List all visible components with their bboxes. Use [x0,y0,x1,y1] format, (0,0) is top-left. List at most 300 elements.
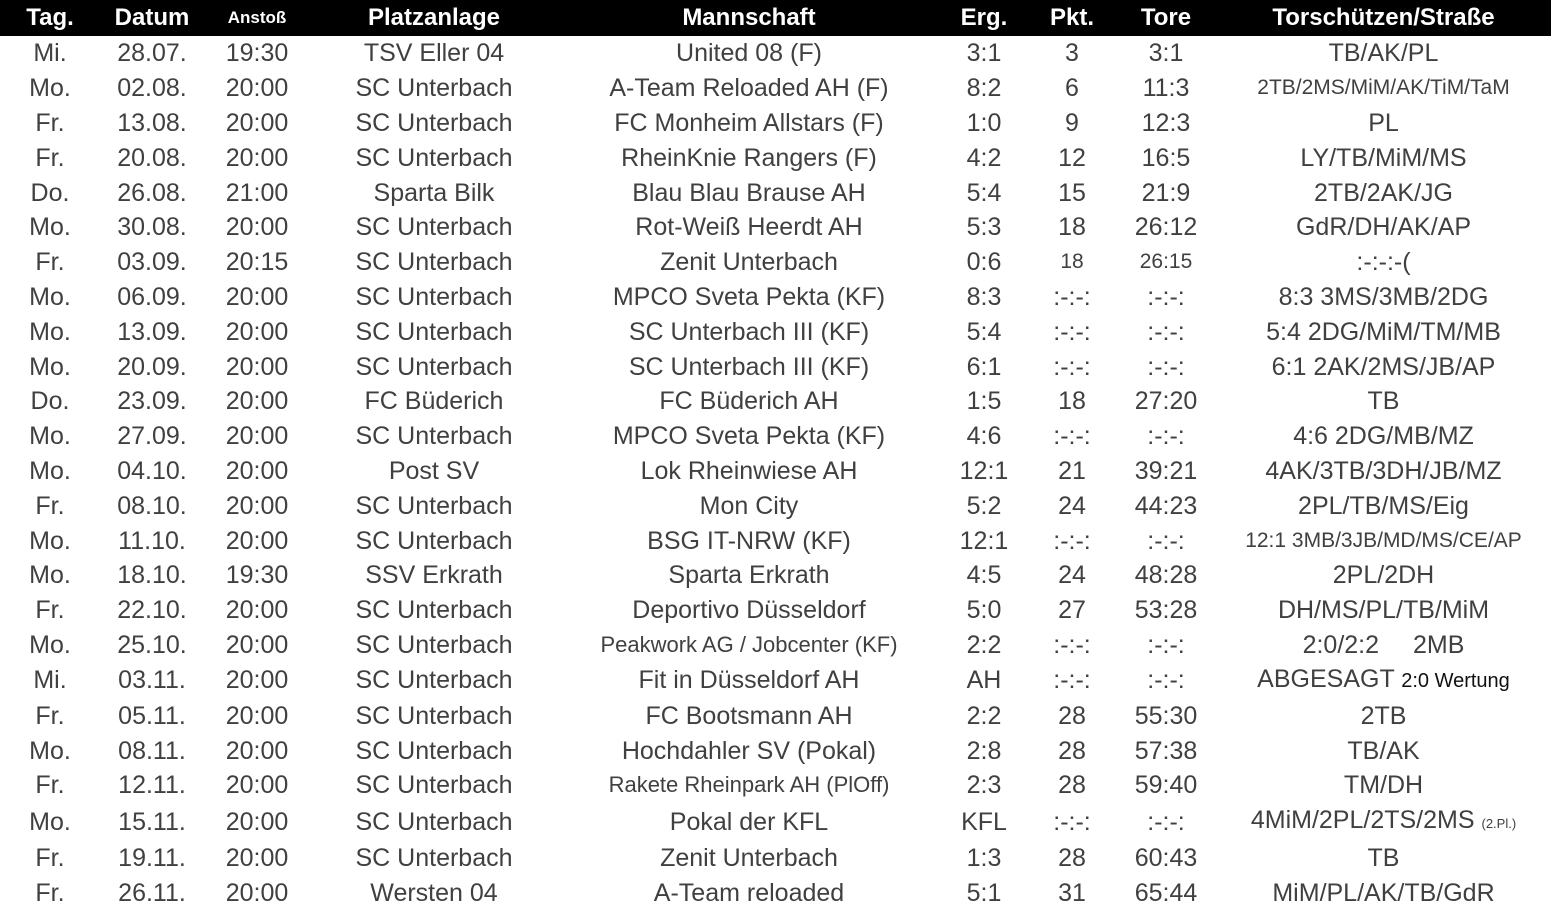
cell-tag-text: Mo. [29,736,71,765]
cell-platzanlage-text: Post SV [388,456,480,485]
cell-anstoss [204,210,310,245]
cell-anstoss [204,523,310,558]
cell-ergebnis-text: 5:3 [966,213,1002,242]
cell-tore-text: :-:-: [1147,317,1185,346]
scorers-extra-text: 2MB [1413,630,1465,659]
cell-datum [100,628,204,663]
cell-ergebnis-text: 2:8 [966,736,1002,765]
cell-tag-text: Mo. [29,74,71,103]
cell-anstoss [204,768,310,803]
table-row [0,733,1551,768]
cell-ergebnis-text: 5:1 [966,878,1002,907]
cell-platzanlage-text: Sparta Bilk [373,178,495,207]
cell-ergebnis [940,140,1028,175]
cell-tore-text: :-:-: [1147,526,1185,555]
cell-torschuetzen-text: ABGESAGT [1257,665,1395,694]
cell-torschuetzen [1216,876,1551,910]
cell-torschuetzen-text: 4AK/3TB/3DH/JB/MZ [1265,456,1502,485]
cell-ergebnis [940,245,1028,280]
cell-mannschaft [558,876,940,910]
cell-anstoss [204,698,310,733]
cell-mannschaft [558,419,940,454]
cell-tore-text: 59:40 [1134,771,1198,800]
cell-mannschaft [558,280,940,315]
cell-platzanlage-text: Wersten 04 [370,878,498,907]
cell-punkte-text: 12 [1058,143,1086,172]
cell-torschuetzen-text: GdR/DH/AK/AP [1295,213,1472,242]
cell-datum-text: 27.09. [117,422,187,451]
cell-tore [1116,698,1216,733]
header-ergebnis: Erg. [960,4,1008,31]
cell-tore [1116,488,1216,523]
cell-torschuetzen [1216,175,1551,210]
cell-anstoss [204,71,310,106]
cell-tag [0,876,100,910]
cell-platzanlage [310,803,558,841]
cell-datum-text: 03.11. [118,666,186,695]
cell-datum-text: 04.10. [117,456,187,485]
cell-punkte [1028,662,1116,698]
cell-anstoss-text: 20:00 [225,630,289,659]
cell-tag-text: Mo. [29,456,71,485]
cell-tag [0,841,100,876]
cell-tore [1116,349,1216,384]
cell-anstoss-text: 20:00 [225,844,289,873]
cell-ergebnis-text: 3:1 [966,39,1002,68]
header-platzanlage: Platzanlage [367,4,501,31]
cell-datum-text: 28.07. [117,39,187,68]
cell-platzanlage-text: SC Unterbach [355,248,513,277]
cell-mannschaft [558,140,940,175]
cell-ergebnis-text: 6:1 [966,352,1002,381]
cell-anstoss-text: 20:00 [225,317,289,346]
cell-anstoss-text: 20:00 [225,736,289,765]
cell-torschuetzen-text: 8:3 3MS/3MB/2DG [1278,282,1489,311]
cell-tag-text: Fr. [35,771,65,800]
cell-tore-text: 44:23 [1134,491,1198,520]
cell-tag [0,803,100,841]
cell-datum-text: 18.10. [117,561,187,590]
cell-torschuetzen [1216,384,1551,419]
cell-mannschaft [558,841,940,876]
cell-punkte-text: 24 [1058,491,1086,520]
cell-torschuetzen-text: 12:1 3MB/3JB/MD/MS/CE/AP [1245,528,1522,552]
cell-anstoss [204,384,310,419]
cell-tag-text: Do. [30,387,70,416]
cell-platzanlage [310,488,558,523]
cell-ergebnis-text: 8:2 [966,74,1002,103]
cell-tag [0,175,100,210]
cell-punkte [1028,106,1116,141]
cell-datum [100,698,204,733]
cell-anstoss-text: 20:00 [225,807,289,836]
cell-tag-text: Fr. [35,878,65,907]
cell-tore [1116,106,1216,141]
cell-torschuetzen [1216,280,1551,315]
cell-datum-text: 08.11. [118,736,186,765]
cell-mannschaft-text: Zenit Unterbach [660,844,838,873]
cell-tore-text: 53:28 [1134,596,1198,625]
cell-tore [1116,523,1216,558]
cell-anstoss [204,175,310,210]
cell-anstoss [204,454,310,489]
cell-ergebnis-text: 5:2 [966,491,1002,520]
cell-mannschaft-text: RheinKnie Rangers (F) [621,143,877,172]
cell-tore [1116,245,1216,280]
cell-torschuetzen-text: LY/TB/MiM/MS [1300,143,1467,172]
cell-punkte-text: 28 [1058,844,1086,873]
cell-mannschaft [558,106,940,141]
cell-ergebnis [940,210,1028,245]
cell-tore-text: 3:1 [1148,39,1184,68]
cell-ergebnis [940,876,1028,910]
cell-punkte-text: 6 [1065,74,1079,103]
cell-ergebnis-text: 1:0 [966,108,1002,137]
cell-datum [100,488,204,523]
cell-anstoss-text: 20:00 [225,108,289,137]
cell-platzanlage [310,314,558,349]
cell-tag [0,628,100,663]
cell-punkte [1028,841,1116,876]
cell-datum [100,803,204,841]
cell-punkte-text: :-:-: [1053,422,1091,451]
table-row [0,314,1551,349]
cell-punkte [1028,876,1116,910]
cell-ergebnis [940,558,1028,593]
cell-mannschaft-text: Rot-Weiß Heerdt AH [635,213,863,242]
cell-tore-text: 12:3 [1141,108,1191,137]
cell-punkte [1028,558,1116,593]
cell-platzanlage [310,71,558,106]
cell-torschuetzen [1216,36,1551,71]
cell-tag-text: Mo. [29,282,71,311]
cell-ergebnis [940,175,1028,210]
cell-ergebnis [940,523,1028,558]
cell-ergebnis-text: 5:4 [966,317,1002,346]
table-row [0,384,1551,419]
cell-torschuetzen [1216,558,1551,593]
cell-platzanlage-text: SC Unterbach [355,317,513,346]
cell-punkte [1028,175,1116,210]
cell-tag [0,384,100,419]
cell-mannschaft [558,245,940,280]
cell-tore [1116,36,1216,71]
cell-ergebnis [940,419,1028,454]
cell-tore-text: 16:5 [1141,143,1191,172]
cell-anstoss-text: 20:00 [225,878,289,907]
cell-ergebnis [940,71,1028,106]
cell-platzanlage [310,175,558,210]
cell-torschuetzen-text: 6:1 2AK/2MS/JB/AP [1271,352,1496,381]
scorers-note-text: 2:0 Wertung [1401,670,1510,693]
header-tore: Tore [1140,4,1192,31]
cell-datum [100,140,204,175]
cell-tore [1116,280,1216,315]
cell-datum-text: 19.11. [118,844,186,873]
cell-mannschaft [558,175,940,210]
cell-datum [100,71,204,106]
cell-tag-text: Fr. [35,701,65,730]
cell-tag [0,558,100,593]
cell-mannschaft-text: FC Büderich AH [659,387,839,416]
cell-mannschaft-text: Fit in Düsseldorf AH [638,666,860,695]
cell-punkte-text: 21 [1058,456,1086,485]
cell-platzanlage [310,841,558,876]
cell-torschuetzen [1216,523,1551,558]
cell-tore [1116,384,1216,419]
cell-platzanlage [310,245,558,280]
cell-mannschaft-text: Pokal der KFL [669,807,829,836]
cell-tag [0,71,100,106]
cell-mannschaft-text: FC Monheim Allstars (F) [614,108,884,137]
cell-anstoss-text: 20:15 [225,248,289,277]
cell-anstoss [204,876,310,910]
cell-mannschaft-text: Hochdahler SV (Pokal) [621,736,877,765]
cell-platzanlage-text: SC Unterbach [355,108,513,137]
cell-tore [1116,628,1216,663]
cell-torschuetzen [1216,71,1551,106]
cell-datum [100,768,204,803]
cell-platzanlage-text: SC Unterbach [355,807,513,836]
cell-punkte-text: 9 [1065,108,1079,137]
cell-punkte [1028,698,1116,733]
cell-datum-text: 05.11. [118,701,186,730]
cell-tore-text: 11:3 [1142,74,1190,103]
cell-tag [0,280,100,315]
cell-platzanlage [310,349,558,384]
cell-punkte-text: 31 [1058,878,1086,907]
cell-ergebnis [940,314,1028,349]
cell-punkte-text: 28 [1058,701,1086,730]
table-row [0,210,1551,245]
cell-mannschaft-text: Rakete Rheinpark AH (PlOff) [608,772,890,798]
cell-datum [100,106,204,141]
cell-datum-text: 08.10. [117,491,187,520]
cell-platzanlage-text: TSV Eller 04 [363,39,505,68]
cell-mannschaft [558,314,940,349]
cell-punkte-text: 27 [1058,596,1086,625]
cell-torschuetzen-text: PL [1368,108,1399,137]
scorers-note-text: (2.Pl.) [1481,815,1517,831]
cell-datum [100,210,204,245]
cell-tore-text: :-:-: [1147,422,1185,451]
cell-datum [100,662,204,698]
cell-torschuetzen-text: MiM/PL/AK/TB/GdR [1272,878,1495,907]
cell-mannschaft [558,454,940,489]
table-row [0,662,1551,698]
cell-tore [1116,593,1216,628]
cell-tag-text: Mo. [29,352,71,381]
cell-torschuetzen-text: 2PL/2DH [1332,561,1435,590]
cell-punkte [1028,593,1116,628]
cell-tag [0,140,100,175]
cell-punkte [1028,488,1116,523]
cell-platzanlage-text: SC Unterbach [355,213,513,242]
cell-tore [1116,733,1216,768]
cell-tag [0,768,100,803]
cell-anstoss [204,140,310,175]
cell-torschuetzen [1216,454,1551,489]
cell-anstoss [204,558,310,593]
cell-punkte-text: 28 [1058,771,1086,800]
cell-tag [0,245,100,280]
cell-ergebnis-text: 1:5 [966,387,1002,416]
table-row [0,876,1551,910]
cell-torschuetzen [1216,768,1551,803]
header-tag: Tag. [26,4,74,31]
cell-ergebnis-text: 5:0 [966,596,1002,625]
cell-platzanlage [310,523,558,558]
cell-mannschaft [558,558,940,593]
cell-datum [100,593,204,628]
cell-anstoss-text: 20:00 [225,74,289,103]
cell-datum-text: 03.09. [117,248,187,277]
cell-tag-text: Mo. [29,213,71,242]
cell-platzanlage-text: SC Unterbach [355,74,513,103]
cell-tore-text: 39:21 [1134,456,1198,485]
cell-punkte [1028,384,1116,419]
cell-platzanlage-text: SC Unterbach [355,282,513,311]
cell-tore-text: 26:12 [1134,213,1198,242]
cell-torschuetzen [1216,245,1551,280]
cell-tag [0,36,100,71]
table-row [0,175,1551,210]
cell-mannschaft [558,768,940,803]
table-row [0,488,1551,523]
cell-tag-text: Fr. [35,108,65,137]
cell-ergebnis-text: 12:1 [959,456,1009,485]
cell-mannschaft [558,488,940,523]
cell-datum [100,419,204,454]
cell-ergebnis [940,280,1028,315]
cell-datum-text: 23.09. [117,387,187,416]
cell-tore [1116,454,1216,489]
cell-datum-text: 22.10. [117,596,187,625]
table-row [0,280,1551,315]
cell-datum [100,245,204,280]
cell-torschuetzen [1216,106,1551,141]
cell-anstoss-text: 20:00 [225,701,289,730]
cell-tore [1116,314,1216,349]
cell-torschuetzen [1216,662,1551,698]
cell-datum [100,841,204,876]
cell-platzanlage [310,876,558,910]
cell-punkte-text: 3 [1065,39,1079,68]
table-row [0,841,1551,876]
cell-platzanlage-text: SSV Erkrath [365,561,503,590]
table-row [0,803,1551,841]
header-row [0,0,1551,36]
cell-torschuetzen-text: DH/MS/PL/TB/MiM [1277,596,1490,625]
cell-torschuetzen-text: 2TB/2MS/MiM/AK/TiM/TaM [1257,76,1510,100]
cell-tore-text: 60:43 [1134,844,1198,873]
cell-punkte-text: 15 [1058,178,1086,207]
cell-tore [1116,662,1216,698]
cell-anstoss-text: 20:00 [225,213,289,242]
cell-mannschaft [558,662,940,698]
cell-anstoss [204,488,310,523]
cell-ergebnis-text: 2:2 [966,630,1002,659]
cell-tag [0,523,100,558]
cell-datum-text: 15.11. [118,807,186,836]
cell-torschuetzen-text: TB/AK/PL [1328,39,1439,68]
cell-tore-text: 57:38 [1134,736,1198,765]
cell-ergebnis-text: AH [966,666,1002,695]
cell-anstoss-text: 19:30 [225,39,289,68]
cell-tore [1116,419,1216,454]
cell-ergebnis-text: 2:2 [966,701,1002,730]
cell-datum-text: 30.08. [117,213,187,242]
cell-datum-text: 12.11. [118,771,186,800]
cell-anstoss-text: 20:00 [225,666,289,695]
cell-anstoss [204,36,310,71]
cell-datum [100,314,204,349]
cell-tag [0,349,100,384]
cell-platzanlage-text: FC Büderich [364,387,504,416]
cell-anstoss [204,628,310,663]
table-row [0,454,1551,489]
cell-punkte-text: :-:-: [1053,317,1091,346]
cell-datum [100,175,204,210]
cell-anstoss [204,280,310,315]
cell-tag-text: Mo. [29,422,71,451]
cell-anstoss-text: 20:00 [225,143,289,172]
cell-tag-text: Mo. [29,526,71,555]
cell-mannschaft-text: Blau Blau Brause AH [632,178,866,207]
header-mannschaft: Mannschaft [682,4,816,31]
cell-tag-text: Fr. [35,596,65,625]
cell-ergebnis [940,454,1028,489]
cell-punkte [1028,454,1116,489]
cell-platzanlage-text: SC Unterbach [355,844,513,873]
cell-platzanlage-text: SC Unterbach [355,422,513,451]
table-body [0,36,1551,910]
cell-datum [100,280,204,315]
cell-tag [0,210,100,245]
header-datum: Datum [114,4,190,31]
cell-ergebnis-text: 4:2 [966,143,1002,172]
cell-ergebnis-text: 2:3 [966,771,1002,800]
cell-platzanlage-text: SC Unterbach [355,666,513,695]
cell-punkte-text: :-:-: [1053,666,1091,695]
cell-datum-text: 06.09. [117,282,187,311]
cell-punkte [1028,628,1116,663]
table-row [0,419,1551,454]
cell-mannschaft-text: Mon City [699,491,799,520]
table-row [0,106,1551,141]
cell-anstoss [204,662,310,698]
cell-platzanlage [310,454,558,489]
cell-anstoss [204,841,310,876]
cell-tore-text: :-:-: [1147,630,1185,659]
cell-datum [100,876,204,910]
cell-anstoss-text: 19:30 [225,561,289,590]
cell-ergebnis [940,106,1028,141]
cell-ergebnis-text: 4:6 [966,422,1002,451]
cell-mannschaft [558,523,940,558]
cell-datum [100,733,204,768]
cell-anstoss-text: 20:00 [225,456,289,485]
cell-ergebnis [940,349,1028,384]
table-row [0,698,1551,733]
cell-mannschaft-text: FC Bootsmann AH [645,701,853,730]
cell-mannschaft-text: A-Team Reloaded AH (F) [609,74,889,103]
cell-anstoss [204,349,310,384]
cell-punkte-text: :-:-: [1053,526,1091,555]
cell-punkte-text: 24 [1058,561,1086,590]
cell-tore [1116,803,1216,841]
cell-torschuetzen [1216,349,1551,384]
